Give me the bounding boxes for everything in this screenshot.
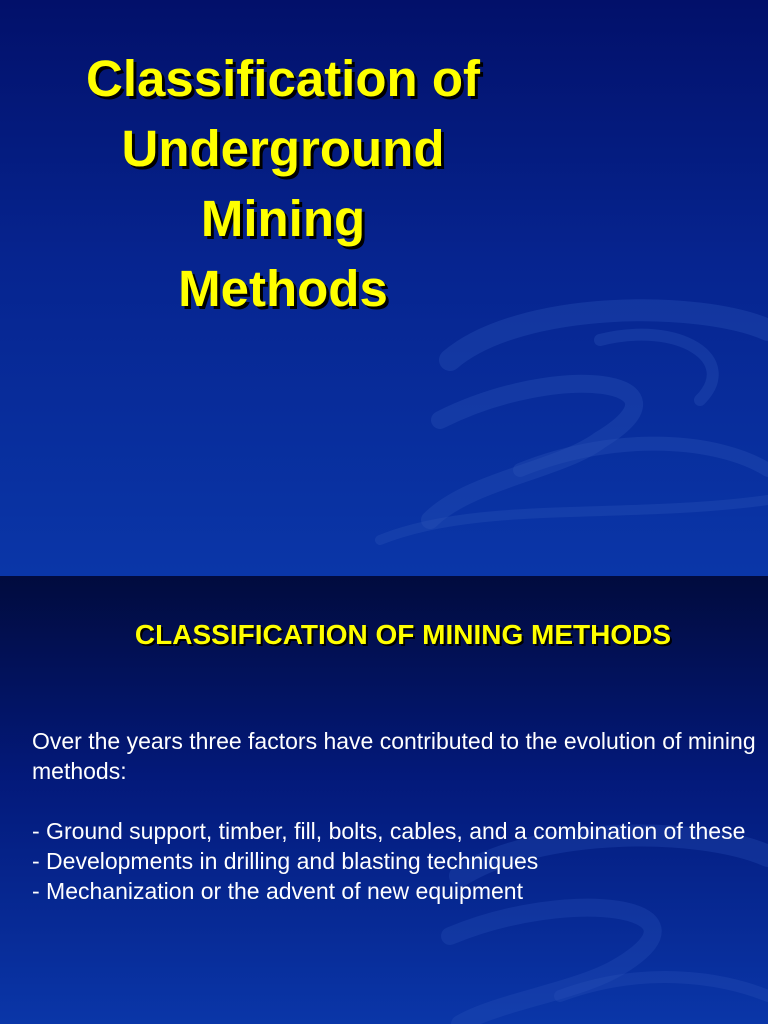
content-slide xyxy=(0,576,768,1024)
section-heading: CLASSIFICATION OF MINING METHODS xyxy=(134,619,672,650)
slide-title xyxy=(40,44,526,324)
title-line-4: Methods xyxy=(178,260,388,317)
slide-body xyxy=(32,726,762,906)
title-line-2: Underground xyxy=(121,120,445,177)
list-item: - Mechanization or the advent of new equipment xyxy=(32,878,523,904)
title-line-1: Classification of xyxy=(86,50,480,107)
title-line-3: Mining xyxy=(200,190,366,247)
list-item: - Ground support, timber, fill, bolts, cables, and a combination of these xyxy=(32,818,746,844)
intro-text: Over the years three factors have contributed to the evolution of mining methods: xyxy=(32,728,756,784)
list-item: - Developments in drilling and blasting techniques xyxy=(32,848,539,874)
paragraph-spacer xyxy=(32,786,762,816)
